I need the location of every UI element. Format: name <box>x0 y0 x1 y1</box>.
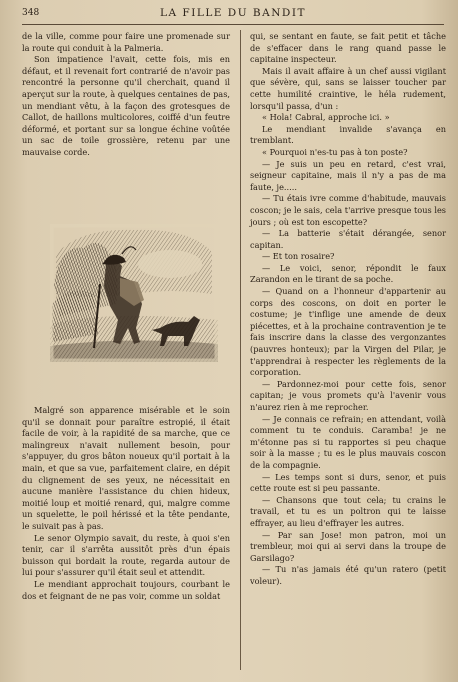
column-divider <box>240 30 241 670</box>
paragraph: Mais il avait affaire à un chef aussi vigilant que sévère, qui, sans se laisser toucher par cette humilité craintive, le héla rudement, lorsqu'il passa, d'un : <box>250 65 446 111</box>
paragraph: Malgré son apparence misérable et le soin qu'il se donnait pour paraître estropié, il était facile de voir, à la rapidité de sa marche, que ce malingreux n'avait nullement besoin, pour s'appuyer, du gros bâton noueux qu'il portait à la main, et que sa vue, parfaitement claire, en dépit du clignement de ses yeux, ne nécessitait en aucune manière l'assistance du chien hideux, moitié loup et moitié renard, qui, malgre comme un squelette, le poil hérissé et la tête pendante, le suivait pas à pas. <box>22 405 230 531</box>
paragraph: Son impatience l'avait, cette fois, mis en défaut, et il revenait fort contrarié de n'avoir pas rencontré la personne qu'il cherchait, quand il aperçut sur la route, à quelques centaines de pas, un mendiant vêtu, à la façon des grotesques de Callot, de haillons multicolores, coiffé d'un feutre déformé, et portant sur sa longue échine voûtée un sac de toile grossière, retenu par une mauvaise corde. <box>22 54 230 157</box>
paragraph: de la ville, comme pour faire une promenade sur la route qui conduit à la Palmeria. <box>22 31 230 53</box>
beggar-illustration <box>50 224 218 362</box>
paragraph: — Par san Jose! mon patron, moi un trembleur, moi qui ai servi dans la troupe de Garsilago? <box>250 529 446 563</box>
paragraph: — La batterie s'était dérangée, senor capitan. <box>250 228 446 250</box>
paragraph: Le senor Olympio savait, du reste, à quoi s'en tenir, car il s'arrêta aussitôt près d'un épais buisson qui bordait la route, regarda autour de lui pour s'assurer qu'il était seul et attendit. <box>22 532 230 578</box>
paragraph: — Chansons que tout cela; tu crains le travail, et tu es un poltron qui te laisse effrayer, au lieu d'effrayer les autres. <box>250 494 446 528</box>
left-column-top <box>22 31 230 159</box>
paragraph: — Je connais ce refrain; en attendant, voilà comment tu te conduis. Caramba! je ne m'étonne pas si tu rapportes si peu chaque soir à la masse ; tu es le plus mauvais coscon de la compagnie. <box>250 413 446 470</box>
paragraph: « Hola! Cabral, approche ici. » <box>262 112 390 123</box>
paragraph: Le mendiant invalide s'avança en tremblant. <box>250 123 446 146</box>
left-column-bottom <box>22 405 230 602</box>
page-number: 348 <box>22 8 40 18</box>
right-column <box>250 31 446 588</box>
paragraph: — Le voici, senor, répondit le faux Zarandon en le tirant de sa poche. <box>250 262 446 285</box>
paragraph: — Je suis un peu en retard, c'est vrai, seigneur capitaine, mais il n'y a pas de ma faute, je..... <box>250 158 446 192</box>
page-header <box>22 6 444 25</box>
paragraph: — Tu étais ivre comme d'habitude, mauvais coscon; je le sais, cela t'arrive presque tous les jours ; où est ton escopette? <box>250 193 446 227</box>
paragraph: Le mendiant approchait toujours, courbant le dos et feignant de ne pas voir, comme un soldat <box>22 578 230 601</box>
paragraph: — Les temps sont si durs, senor, et puis cette route est si peu passante. <box>250 471 446 494</box>
paragraph: — Quand on a l'honneur d'appartenir au corps des coscons, on doit en porter le costume; je t'inflige une amende de deux piécettes, et à la prochaine contravention je te fais inscrire dans la classe des vergonzantes (pauvres honteux); par la Virgen del Pilar, je t'apprendrai à respecter les règlements de la corporation. <box>250 286 446 378</box>
paragraph: — Tu n'as jamais été qu'un ratero (petit voleur). <box>250 564 446 586</box>
paragraph: qui, se sentant en faute, se fait petit et tâche de s'effacer dans le rang quand passe le capitaine inspecteur. <box>250 31 446 65</box>
paragraph: — Et ton rosaire? <box>262 251 335 262</box>
paragraph: « Pourquoi n'es-tu pas à ton poste? <box>262 146 408 157</box>
paragraph: — Pardonnez-moi pour cette fois, senor capitan; je vous promets qu'à l'avenir vous n'aurez rien à me reprocher. <box>250 378 446 412</box>
running-title: LA FILLE DU BANDIT <box>160 7 306 19</box>
